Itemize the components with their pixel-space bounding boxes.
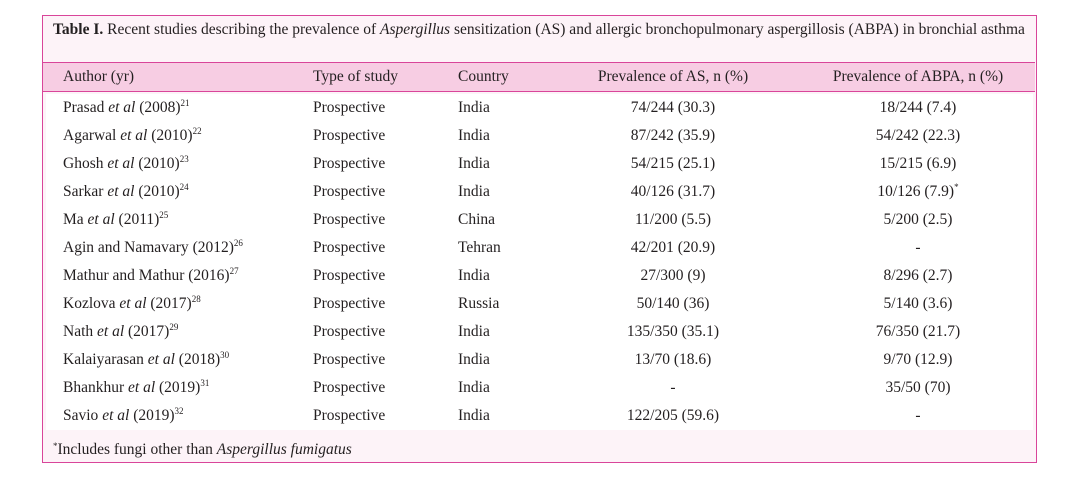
abpa-prevalence-cell (803, 407, 1033, 425)
reference-number: 22 (192, 126, 202, 136)
as-prevalence-cell: 122/205 (59.6) (626, 407, 720, 424)
as-prevalence-cell: 54/215 (25.1) (630, 155, 716, 172)
as-prevalence-cell: - (670, 379, 676, 396)
author-year: (2019) (129, 407, 175, 424)
table-caption (53, 21, 1028, 39)
type-cell: Prospective (313, 351, 386, 368)
abpa-prevalence-cell (803, 183, 1033, 201)
abpa-prevalence-cell (803, 155, 1033, 173)
author-year: (2019) (155, 379, 201, 396)
author-year: (2011) (114, 211, 160, 228)
table-row (46, 234, 1033, 262)
table-row (46, 178, 1033, 206)
country-cell: China (458, 211, 496, 228)
author-name: Ma (63, 211, 88, 228)
reference-number: 26 (233, 238, 243, 248)
table-row (46, 150, 1033, 178)
type-cell: Prospective (313, 211, 386, 228)
reference-number: 21 (180, 98, 190, 108)
author-name: Agin and Namavary (63, 239, 189, 256)
abpa-value: 10/126 (7.9) (877, 183, 955, 200)
author-cell (63, 127, 202, 145)
table-frame (42, 15, 1037, 463)
type-cell: Prospective (313, 407, 386, 424)
as-prevalence-cell: 87/242 (35.9) (630, 127, 716, 144)
author-cell (63, 407, 184, 425)
country-cell: India (458, 407, 490, 424)
country-cell: India (458, 267, 490, 284)
author-year: (2016) (184, 267, 230, 284)
author-etal: et al (128, 379, 156, 396)
author-cell (63, 323, 178, 341)
caption-italic-term: Aspergillus (380, 21, 451, 38)
reference-number: 27 (229, 266, 239, 276)
abpa-value: 9/70 (12.9) (883, 351, 953, 368)
author-etal: et al (120, 127, 148, 144)
reference-number: 24 (179, 182, 189, 192)
country-cell: India (458, 155, 490, 172)
author-cell (63, 183, 189, 201)
abpa-value: 35/50 (70) (885, 379, 951, 396)
author-etal: et al (107, 183, 135, 200)
abpa-value: 18/244 (7.4) (879, 99, 957, 116)
country-cell: India (458, 99, 490, 116)
abpa-value: - (915, 407, 921, 424)
abpa-value: 76/350 (21.7) (875, 323, 961, 340)
author-cell (63, 99, 190, 117)
table-row (46, 374, 1033, 402)
author-name: Agarwal (63, 127, 121, 144)
author-cell (63, 351, 229, 369)
abpa-value: 5/140 (3.6) (883, 295, 953, 312)
table-row (46, 94, 1033, 122)
as-prevalence-cell: 74/244 (30.3) (630, 99, 716, 116)
abpa-value: 8/296 (2.7) (883, 267, 953, 284)
author-year: (2017) (146, 295, 192, 312)
author-year: (2008) (135, 99, 181, 116)
country-cell: India (458, 183, 490, 200)
as-prevalence-cell: 40/126 (31.7) (630, 183, 716, 200)
author-name: Bhankhur (63, 379, 129, 396)
author-year: (2010) (147, 127, 193, 144)
header-author: Author (yr) (63, 68, 135, 85)
type-cell: Prospective (313, 267, 386, 284)
abpa-prevalence-cell (803, 295, 1033, 313)
author-name: Kozlova (63, 295, 120, 312)
table-row (46, 402, 1033, 430)
author-cell (63, 379, 209, 397)
author-year: (2010) (134, 183, 180, 200)
type-cell: Prospective (313, 323, 386, 340)
footnote-text: Includes fungi other than (57, 441, 217, 458)
reference-number: 31 (200, 378, 210, 388)
author-year: (2012) (188, 239, 234, 256)
author-cell (63, 211, 168, 229)
author-name: Ghosh (63, 155, 108, 172)
abpa-prevalence-cell (803, 127, 1033, 145)
table-row (46, 318, 1033, 346)
table-row (46, 290, 1033, 318)
country-cell: India (458, 127, 490, 144)
abpa-value: 5/200 (2.5) (883, 211, 953, 228)
as-prevalence-cell: 42/201 (20.9) (630, 239, 716, 256)
as-prevalence-cell: 135/350 (35.1) (626, 323, 720, 340)
author-name: Nath (63, 323, 98, 340)
author-year: (2017) (124, 323, 170, 340)
abpa-mark: * (954, 182, 959, 192)
caption-text-1: Recent studies describing the prevalence of (103, 21, 381, 38)
abpa-prevalence-cell (803, 239, 1033, 257)
author-etal: et al (147, 351, 175, 368)
table-header-row (43, 62, 1035, 92)
country-cell: Tehran (458, 239, 501, 256)
table-row (46, 262, 1033, 290)
as-prevalence-cell: 50/140 (36) (636, 295, 710, 312)
author-name: Savio (63, 407, 103, 424)
abpa-prevalence-cell (803, 351, 1033, 369)
author-year: (2018) (174, 351, 221, 368)
footnote-mark: * (53, 441, 58, 451)
abpa-prevalence-cell (803, 379, 1033, 397)
caption-text-2: sensitization (AS) and allergic bronchopulmonary aspergillosis (ABPA) in bronchial asthma (450, 21, 1025, 38)
author-cell (63, 239, 243, 257)
header-as: Prevalence of AS, n (%) (597, 68, 749, 85)
author-etal: et al (108, 99, 136, 116)
as-prevalence-cell: 27/300 (9) (640, 267, 706, 284)
author-name: Sarkar (63, 183, 108, 200)
table-row (46, 206, 1033, 234)
author-etal: et al (97, 323, 125, 340)
as-prevalence-cell: 13/70 (18.6) (634, 351, 712, 368)
author-name: Prasad (63, 99, 109, 116)
country-cell: India (458, 379, 490, 396)
reference-number: 23 (179, 154, 189, 164)
table-row (46, 122, 1033, 150)
author-etal: et al (102, 407, 130, 424)
type-cell: Prospective (313, 379, 386, 396)
abpa-value: - (915, 239, 921, 256)
header-country: Country (458, 68, 509, 85)
author-cell (63, 267, 239, 285)
country-cell: India (458, 323, 490, 340)
reference-number: 29 (169, 322, 179, 332)
country-cell: India (458, 351, 490, 368)
type-cell: Prospective (313, 99, 386, 116)
author-etal: et al (87, 211, 115, 228)
type-cell: Prospective (313, 127, 386, 144)
type-cell: Prospective (313, 239, 386, 256)
as-prevalence-cell: 11/200 (5.5) (634, 211, 712, 228)
table-footnote (53, 441, 352, 459)
author-etal: et al (119, 295, 147, 312)
reference-number: 30 (220, 350, 230, 360)
table-row (46, 346, 1033, 374)
abpa-prevalence-cell (803, 267, 1033, 285)
table-body (46, 94, 1033, 430)
abpa-value: 15/215 (6.9) (879, 155, 957, 172)
author-etal: et al (107, 155, 135, 172)
country-cell: Russia (458, 295, 500, 312)
reference-number: 25 (159, 210, 169, 220)
abpa-prevalence-cell (803, 99, 1033, 117)
header-abpa: Prevalence of ABPA, n (%) (832, 68, 1004, 85)
author-cell (63, 155, 189, 173)
author-name: Mathur and Mathur (63, 267, 185, 284)
author-year: (2010) (134, 155, 180, 172)
abpa-prevalence-cell (803, 323, 1033, 341)
reference-number: 28 (191, 294, 201, 304)
abpa-prevalence-cell (803, 211, 1033, 229)
abpa-value: 54/242 (22.3) (875, 127, 961, 144)
type-cell: Prospective (313, 295, 386, 312)
author-cell (63, 295, 201, 313)
caption-label: Table I. (53, 21, 104, 38)
type-cell: Prospective (313, 183, 386, 200)
author-name: Kalaiyarasan (63, 351, 148, 368)
header-type: Type of study (313, 68, 399, 85)
type-cell: Prospective (313, 155, 386, 172)
footnote-italic: Aspergillus fumigatus (216, 441, 352, 458)
reference-number: 32 (174, 406, 184, 416)
